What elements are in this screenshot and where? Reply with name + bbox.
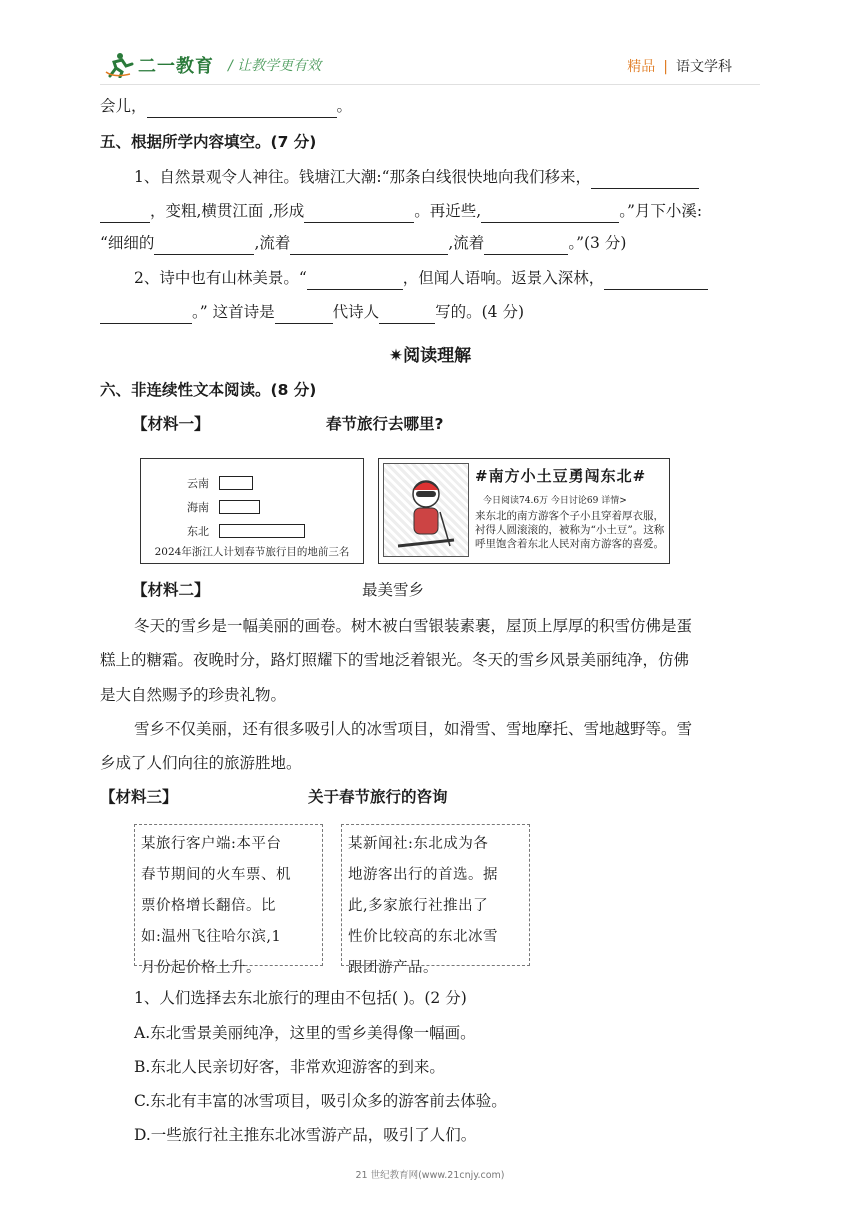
note-line: 地游客出行的首选。据 xyxy=(348,867,498,883)
note-line: 某旅行客户端:本平台 xyxy=(141,836,282,852)
answer-blank[interactable] xyxy=(147,99,337,118)
note-line: 跟团游产品。 xyxy=(348,960,438,976)
m2-para2-line2: 乡成了人们向往的旅游胜地。 xyxy=(100,754,302,772)
chart-row xyxy=(187,475,253,491)
weibo-text: 来东北的南方游客个子小且穿着厚衣服，衬得人圆滚滚的，被称为“小土豆”。这称呼里饱含着东北人民对南方游客的喜爱。 xyxy=(475,510,665,550)
text: ，但闻人语响。返景入深林， xyxy=(402,269,605,287)
header-separator: | xyxy=(663,59,668,75)
chart-row xyxy=(187,523,305,539)
text: 会儿， xyxy=(100,97,147,115)
chart-row xyxy=(187,499,260,515)
q1-line-b xyxy=(100,199,702,223)
subject-label: 语文学科 xyxy=(676,59,732,75)
material-1-label: 【材料一】 xyxy=(132,415,210,433)
travel-app-note xyxy=(134,824,323,976)
site-logo xyxy=(104,50,224,80)
note-line: 月份起价格上升。 xyxy=(141,960,261,976)
m2-para1-line2: 糕上的糖霜。夜晚时分，路灯照耀下的雪地泛着银光。冬天的雪乡风景美丽纯净，仿佛 xyxy=(100,651,690,669)
quality-label: 精品 xyxy=(627,59,656,75)
chart-bar xyxy=(219,476,253,490)
text: 1、自然景观令人神往。钱塘江大潮:“那条白线很快地向我们移来， xyxy=(134,168,592,186)
m2-para1-line3: 是大自然赐予的珍贵礼物。 xyxy=(100,686,287,704)
runner-logo-icon xyxy=(104,52,134,78)
chart-category-label: 云南 xyxy=(187,477,209,490)
text: 。”(3 分) xyxy=(568,234,627,252)
text: 2、诗中也有山林美景。“ xyxy=(134,269,307,287)
footer-credit: 21 世纪教育网(www.21cnjy.com) xyxy=(355,1170,505,1181)
material-2-label: 【材料二】 xyxy=(132,581,210,599)
material-3-label: 【材料三】 xyxy=(100,788,178,806)
answer-blank[interactable] xyxy=(591,170,699,189)
answer-blank[interactable] xyxy=(484,236,568,255)
chart-caption: 2024年浙江人计划春节旅行目的地前三名 xyxy=(154,546,350,558)
header-right xyxy=(627,56,732,76)
option-d: D.一些旅行社主推东北冰雪游产品，吸引了人们。 xyxy=(134,1126,477,1144)
text: 。”月下小溪: xyxy=(619,202,703,220)
answer-blank[interactable] xyxy=(604,271,708,290)
chart-category-label: 东北 xyxy=(187,525,209,538)
answer-blank[interactable] xyxy=(100,305,192,324)
q1-line-a xyxy=(134,165,699,189)
reading-section-title: ✷阅读理解 xyxy=(388,346,472,366)
weibo-hashtag: #南方小土豆勇闯东北# xyxy=(475,467,647,485)
answer-blank[interactable] xyxy=(290,236,448,255)
news-agency-note-lines xyxy=(348,829,523,984)
weibo-topic-card xyxy=(378,458,670,564)
q2-line-a xyxy=(134,266,708,290)
logo-text: 二一教育 xyxy=(138,56,214,77)
answer-blank[interactable] xyxy=(275,305,333,324)
material-3-title: 关于春节旅行的咨询 xyxy=(308,788,448,806)
chart-bar xyxy=(219,524,305,538)
m2-para1-line1: 冬天的雪乡是一幅美丽的画卷。树木被白雪银装素裹，屋顶上厚厚的积雪仿佛是蛋 xyxy=(134,617,693,635)
skier-illustration-icon xyxy=(383,463,469,557)
answer-blank[interactable] xyxy=(307,271,403,290)
q2-line-b xyxy=(100,300,524,324)
answer-blank[interactable] xyxy=(154,236,254,255)
material-1-title: 春节旅行去哪里? xyxy=(326,415,444,433)
destination-chart xyxy=(140,458,364,564)
text: ,流着 xyxy=(448,234,485,252)
text: “细细的 xyxy=(100,234,155,252)
text: 写的。(4 分) xyxy=(435,303,525,321)
weibo-stats: 今日阅读74.6万 今日讨论69 详情> xyxy=(483,496,627,506)
option-c: C.东北有丰富的冰雪项目，吸引众多的游客前去体验。 xyxy=(134,1092,507,1110)
continued-line xyxy=(100,94,352,118)
note-line: 某新闻社:东北成为各 xyxy=(348,836,489,852)
chart-bar xyxy=(219,500,260,514)
text: 代诗人 xyxy=(332,303,380,321)
m2-para2-line1: 雪乡不仅美丽，还有很多吸引人的冰雪项目，如滑雪、雪地摩托、雪地越野等。雪 xyxy=(134,720,693,738)
text: ，变粗,横贯江面 ,形成 xyxy=(150,202,305,220)
answer-blank[interactable] xyxy=(481,204,619,223)
question-1: 1、人们选择去东北旅行的理由不包括( )。(2 分) xyxy=(134,989,467,1007)
q1-line-c xyxy=(100,231,626,255)
answer-blank[interactable] xyxy=(100,204,150,223)
news-agency-note xyxy=(341,824,530,976)
material-2-title: 最美雪乡 xyxy=(362,581,425,599)
header-divider xyxy=(100,84,760,85)
answer-blank[interactable] xyxy=(379,305,435,324)
note-line: 如:温州飞往哈尔滨,1 xyxy=(141,929,282,945)
slogan: / 让教学更有效 xyxy=(228,58,322,74)
text: 。再近些, xyxy=(414,202,482,220)
note-line: 票价格增长翻倍。比 xyxy=(141,898,276,914)
travel-app-note-lines xyxy=(141,829,316,984)
section-6-heading: 六、非连续性文本阅读。(8 分) xyxy=(100,381,317,399)
chart-category-label: 海南 xyxy=(187,501,209,514)
text: 。” 这首诗是 xyxy=(192,303,275,321)
option-b: B.东北人民亲切好客，非常欢迎游客的到来。 xyxy=(134,1058,445,1076)
section-5-heading: 五、根据所学内容填空。(7 分) xyxy=(100,133,317,151)
text: 。 xyxy=(336,97,353,115)
note-line: 春节期间的火车票、机 xyxy=(141,867,291,883)
answer-blank[interactable] xyxy=(304,204,414,223)
text: ,流着 xyxy=(254,234,291,252)
option-a: A.东北雪景美丽纯净，这里的雪乡美得像一幅画。 xyxy=(134,1024,476,1042)
note-line: 性价比较高的东北冰雪 xyxy=(348,929,498,945)
note-line: 此,多家旅行社推出了 xyxy=(348,898,489,914)
